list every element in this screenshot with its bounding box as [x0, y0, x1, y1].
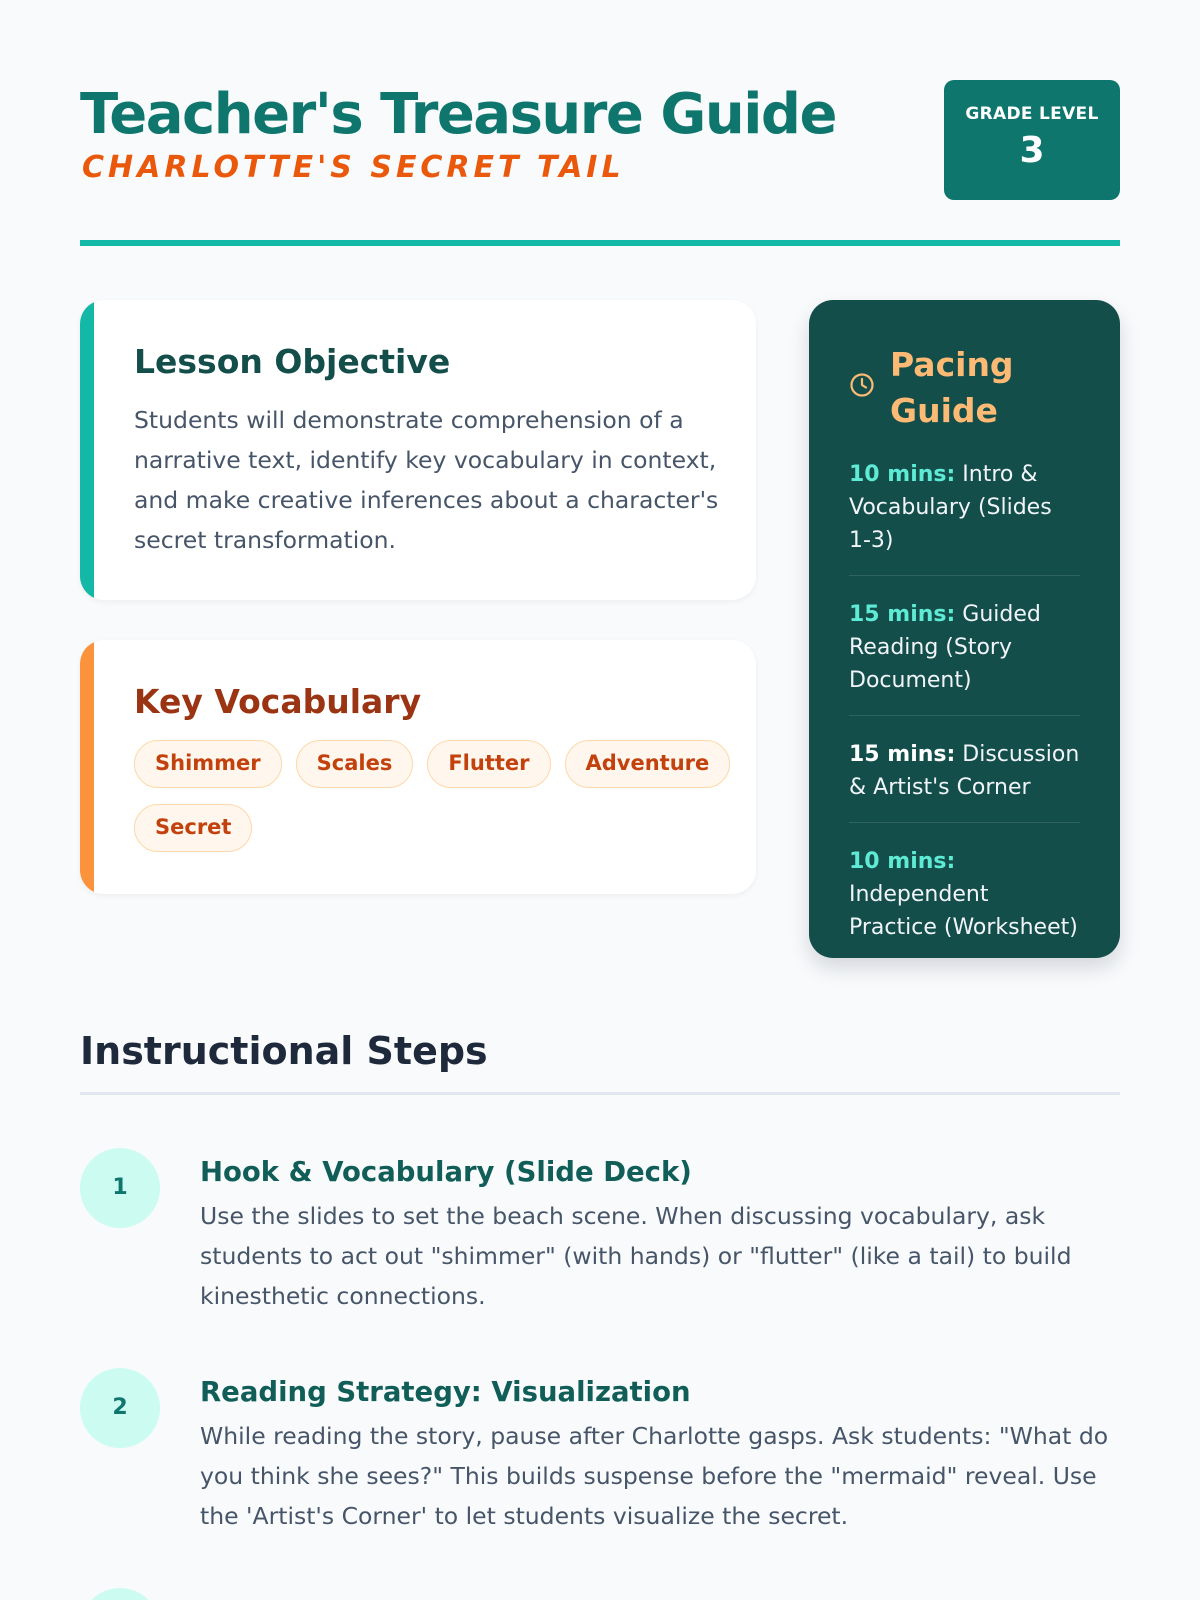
- vocab-chip-shimmer: Shimmer: [134, 740, 282, 788]
- vocabulary-chip-list: [134, 740, 734, 852]
- pacing-item-text: Intro & Vocabulary (Slides 1-3): [849, 462, 1052, 553]
- header-divider: [80, 240, 1120, 246]
- pacing-guide-panel: [809, 300, 1120, 958]
- vocab-chip-secret: Secret: [134, 804, 252, 852]
- instructional-steps-title: Instructional Steps: [80, 1029, 488, 1073]
- step-text: Use the slides to set the beach scene. When discussing vocabulary, ask students to act out "shimmer" (with hands) or "flutter" (like a tail) to build kinesthetic connections.: [200, 1202, 1072, 1310]
- page-title: Teacher's Treasure Guide: [80, 82, 836, 147]
- grade-level-label: GRADE LEVEL: [965, 104, 1099, 124]
- grade-level-badge: [944, 80, 1120, 200]
- pacing-list: [849, 458, 1080, 984]
- step-number-badge: [80, 1588, 160, 1600]
- header: [80, 80, 1120, 200]
- step-number-badge: 2: [80, 1368, 160, 1448]
- pacing-item: [849, 458, 1080, 576]
- card-accent-bar: [80, 300, 94, 600]
- clock-icon: [849, 372, 875, 398]
- pacing-item-text: Guided Reading (Story Document): [849, 602, 1041, 693]
- lesson-objective-text: Students will demonstrate comprehension of a narrative text, identify key vocabulary in context, and make creative inferences about a character's secret transformation.: [134, 406, 719, 554]
- pacing-item: [849, 845, 1080, 962]
- page-subtitle: CHARLOTTE'S SECRET TAIL: [82, 150, 625, 185]
- key-vocabulary-card: [80, 640, 756, 894]
- vocab-chip-scales: Scales: [296, 740, 414, 788]
- step-text: While reading the story, pause after Charlotte gasps. Ask students: "What do you think she sees?" This builds suspense before the "mermaid" reveal. Use the 'Artist's Corner' to let students visualize the secret.: [200, 1422, 1109, 1530]
- pacing-item-text: Independent Practice (Worksheet): [849, 882, 1078, 940]
- lesson-objective-card: [80, 300, 756, 600]
- pacing-item: [849, 598, 1080, 716]
- pacing-item-time: 15 mins:: [849, 742, 956, 767]
- pacing-item-time: 15 mins:: [849, 602, 956, 627]
- pacing-item-time: 10 mins:: [849, 462, 956, 487]
- vocab-chip-adventure: Adventure: [565, 740, 731, 788]
- pacing-guide-header: [849, 342, 1089, 438]
- vocab-chip-flutter: Flutter: [427, 740, 550, 788]
- step-title: Hook & Vocabulary (Slide Deck): [200, 1156, 692, 1188]
- key-vocabulary-title: Key Vocabulary: [134, 682, 422, 721]
- pacing-item-time: 10 mins:: [849, 849, 956, 874]
- step-number-badge: 1: [80, 1148, 160, 1228]
- pacing-item: [849, 738, 1080, 823]
- lesson-objective-title: Lesson Objective: [134, 342, 451, 381]
- pacing-item-text: Discussion & Artist's Corner: [849, 742, 1080, 800]
- pacing-guide-title: Pacing Guide: [890, 345, 1014, 430]
- steps-divider: [80, 1092, 1120, 1095]
- grade-level-value: 3: [1019, 130, 1045, 171]
- step-title: Reading Strategy: Visualization: [200, 1376, 691, 1408]
- card-accent-bar: [80, 640, 94, 894]
